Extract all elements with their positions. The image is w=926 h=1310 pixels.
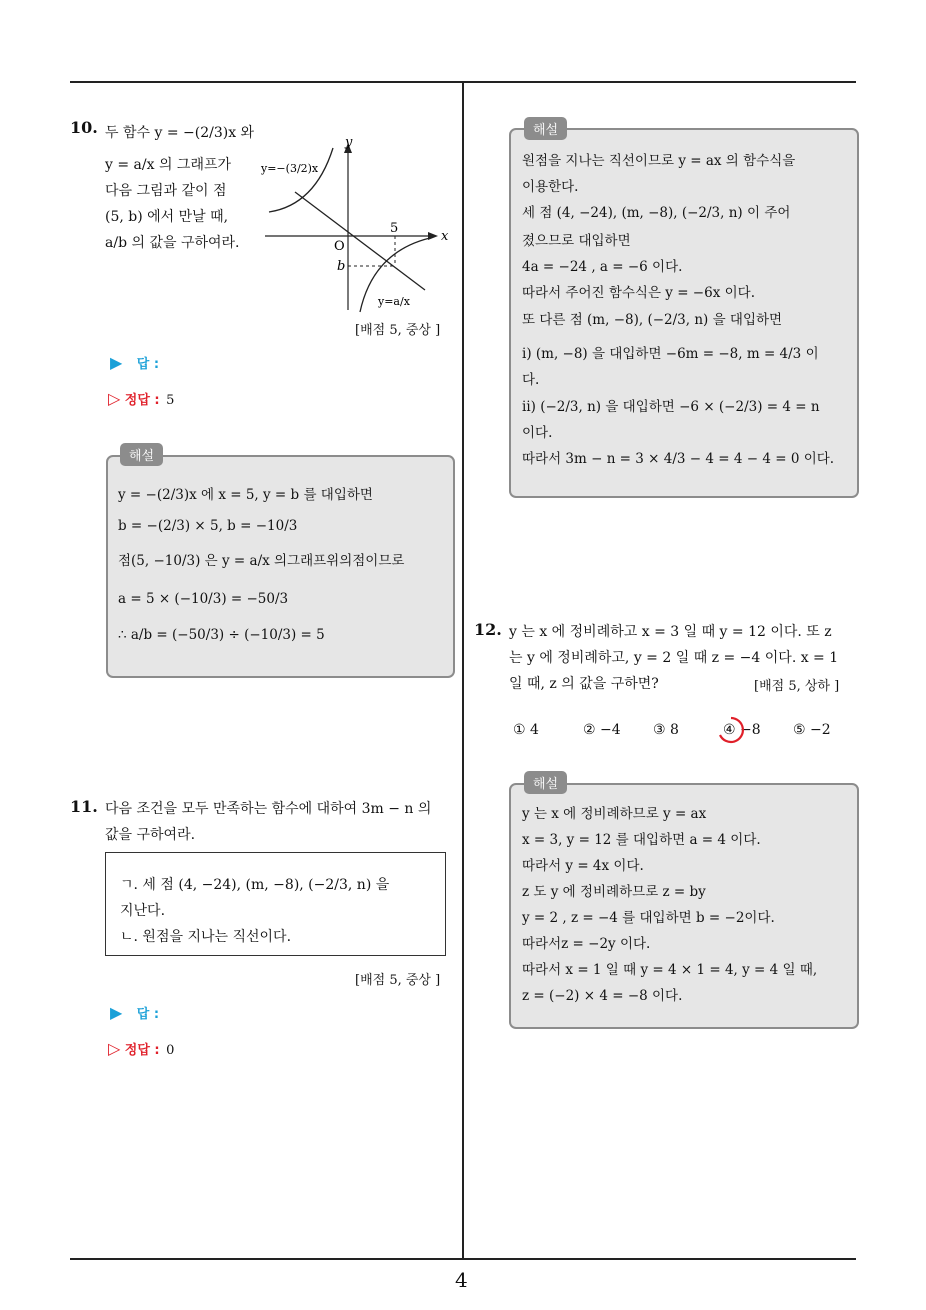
q10-answer-row: [110, 353, 159, 372]
q11-line-2: 값을 구하여라.: [105, 827, 196, 843]
q10-correct-label: 정답 :: [124, 393, 160, 408]
q10-meta: [배점 5, 중상 ]: [355, 323, 441, 338]
q11-meta: [배점 5, 중상 ]: [355, 973, 441, 988]
q12-line-1: y 는 x 에 정비례하고 x = 3 일 때 y = 12 이다. 또 z: [509, 624, 832, 640]
q12-solution-line-4: z 도 y 에 정비례하므로 z = by: [522, 884, 706, 900]
q11-solution-line-9: 다.: [522, 372, 540, 388]
curve-equation-label: y=a/x: [378, 295, 410, 308]
hyperbola-branch-left: [269, 148, 333, 212]
q12-line-3: 일 때, z 의 값을 구하면?: [509, 676, 659, 692]
q10-solution-line-5: ∴ a/b = (−50/3) ÷ (−10/3) = 5: [118, 627, 325, 643]
q11-solution-line-8: ⅰ) (m, −8) 을 대입하면 −6m = −8, m = 4/3 이: [522, 346, 819, 362]
q12-solution-line-1: y 는 x 에 정비례하므로 y = ax: [522, 806, 707, 822]
q10-solution-line-2: b = −(2/3) × 5, b = −10/3: [118, 518, 298, 534]
q11-solution-line-4: 졌으므로 대입하면: [522, 233, 631, 249]
q11-solution-line-11: 이다.: [522, 425, 553, 441]
x-axis-label: x: [441, 229, 449, 244]
q11-number: 11.: [70, 797, 98, 816]
q11-solution-line-1: 원점을 지나는 직선이므로 y = ax 의 함수식을: [522, 153, 796, 169]
q11-correct-value: 0: [166, 1043, 175, 1058]
selected-choice-circle-icon: [716, 715, 746, 745]
q11-solution-tag: 해설: [524, 117, 567, 140]
q10-answer-label: 답 :: [136, 357, 160, 372]
q10-solution-line-4: a = 5 × (−10/3) = −50/3: [118, 591, 289, 607]
answer-arrow-icon: ▶: [110, 353, 123, 372]
column-divider: [462, 82, 464, 1260]
q11-solution-line-5: 4a = −24 , a = −6 이다.: [522, 259, 683, 275]
q11-solution-line-6: 따라서 주어진 함수식은 y = −6x 이다.: [522, 285, 755, 301]
q11-condition-1-cont: 지난다.: [120, 903, 166, 919]
q12-meta: [배점 5, 상하 ]: [754, 679, 840, 694]
q12-solution-line-2: x = 3, y = 12 를 대입하면 a = 4 이다.: [522, 832, 761, 848]
q10-correct-row: [108, 389, 174, 408]
q11-correct-label: 정답 :: [124, 1043, 160, 1058]
q11-solution-line-3: 세 점 (4, −24), (m, −8), (−2/3, n) 이 주어: [522, 205, 791, 221]
q11-solution-line-10: ⅱ) (−2/3, n) 을 대입하면 −6 × (−2/3) = 4 = n: [522, 399, 820, 415]
q10-solution-tag: 해설: [120, 443, 163, 466]
line-equation-label: y=−(3/2)x: [261, 162, 319, 175]
tick-5-label: 5: [390, 221, 399, 236]
y-axis: [344, 143, 352, 310]
q11-solution-line-12: 따라서 3m − n = 3 × 4/3 − 4 = 4 − 4 = 0 이다.: [522, 451, 835, 467]
choice-2[interactable]: ② −4: [583, 722, 621, 738]
choice-3[interactable]: ③ 8: [653, 722, 679, 738]
tick-b-label: b: [337, 259, 346, 274]
page-number: 4: [455, 1268, 468, 1292]
q10-solution-line-3: 점(5, −10/3) 은 y = a/x 의그래프위의점이므로: [118, 553, 405, 569]
correct-triangle-icon: ▷: [108, 1039, 121, 1058]
x-axis: [265, 232, 438, 240]
choice-5[interactable]: ⑤ −2: [793, 722, 831, 738]
correct-triangle-icon: ▷: [108, 389, 121, 408]
y-axis-label: y: [345, 135, 353, 150]
q10-number: 10.: [70, 118, 98, 137]
q12-solution-line-5: y = 2 , z = −4 를 대입하면 b = −2이다.: [522, 910, 775, 926]
q12-number: 12.: [474, 620, 502, 639]
q10-correct-value: 5: [166, 393, 175, 408]
choice-1[interactable]: ① 4: [513, 722, 539, 738]
q11-solution-line-7: 또 다른 점 (m, −8), (−2/3, n) 을 대입하면: [522, 312, 783, 328]
q12-solution-line-3: 따라서 y = 4x 이다.: [522, 858, 644, 874]
q10-line-2: y = a/x 의 그래프가: [105, 157, 232, 173]
q11-solution-line-2: 이용한다.: [522, 179, 579, 195]
q12-line-2: 는 y 에 정비례하고, y = 2 일 때 z = −4 이다. x = 1: [509, 650, 839, 666]
answer-arrow-icon: ▶: [110, 1003, 123, 1022]
origin-label: O: [334, 239, 345, 254]
q10-line-4: (5, b) 에서 만날 때,: [105, 209, 229, 225]
q11-answer-row: [110, 1003, 159, 1022]
q11-condition-2: ㄴ. 원점을 지나는 직선이다.: [120, 929, 292, 945]
q11-line-1: 다음 조건을 모두 만족하는 함수에 대하여 3m − n 의: [105, 801, 432, 817]
choice-4[interactable]: ④ −8: [723, 722, 761, 738]
q12-solution-line-7: 따라서 x = 1 일 때 y = 4 × 1 = 4, y = 4 일 때,: [522, 962, 818, 978]
linear-graph: [295, 192, 425, 290]
q11-correct-row: [108, 1039, 174, 1058]
q11-condition-1: ㄱ. 세 점 (4, −24), (m, −8), (−2/3, n) 을: [120, 877, 390, 893]
q12-solution-tag: 해설: [524, 771, 567, 794]
q12-solution-line-6: 따라서z = −2y 이다.: [522, 936, 651, 952]
q10-graph: [255, 130, 455, 320]
q11-answer-label: 답 :: [136, 1007, 160, 1022]
q10-line-3: 다음 그림과 같이 점: [105, 183, 227, 199]
q10-line-1: 두 함수 y = −(2/3)x 와: [105, 125, 255, 141]
q10-solution-line-1: y = −(2/3)x 에 x = 5, y = b 를 대입하면: [118, 487, 373, 503]
q12-solution-line-8: z = (−2) × 4 = −8 이다.: [522, 988, 683, 1004]
bottom-rule: [70, 1258, 856, 1260]
q10-line-5: a/b 의 값을 구하여라.: [105, 235, 240, 251]
